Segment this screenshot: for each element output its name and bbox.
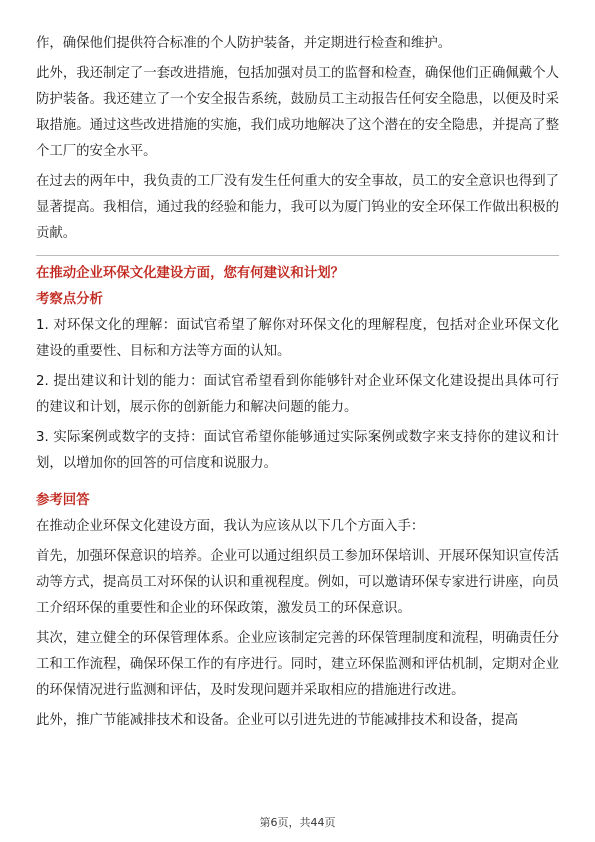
interview-question: 在推动企业环保文化建设方面，您有何建议和计划？ (36, 266, 344, 281)
answer-paragraph-4: 此外，推广节能减排技术和设备。企业可以引进先进的节能减排技术和设备，提高 (36, 713, 519, 728)
section-divider (36, 255, 559, 256)
answer-paragraph-3: 其次，建立健全的环保管理体系。企业应该制定完善的环保管理制度和流程，明确责任分工和工作流程，确保环保工作的有序进行。同时，建立环保监测和评估机制，定期对企业的环保情况进行监测和评估，及时发现问题并采取相应的措施进行改进。 (36, 631, 559, 698)
intro-paragraph-1: 作，确保他们提供符合标准的个人防护装备，并定期进行检查和维护。 (36, 36, 452, 51)
analysis-item-2: 2. 提出建议和计划的能力：面试官希望看到你能够针对企业环保文化建设提出具体可行的建议和计划，展示你的创新能力和解决问题的能力。 (36, 374, 559, 415)
analysis-heading: 考察点分析 (36, 292, 103, 307)
page-content (36, 31, 559, 738)
answer-paragraph-1: 在推动企业环保文化建设方面，我认为应该从以下几个方面入手： (36, 519, 425, 534)
analysis-item-3: 3. 实际案例或数字的支持：面试官希望你能够通过实际案例或数字来支持你的建议和计划，以增加你的回答的可信度和说服力。 (36, 430, 559, 471)
answer-heading: 参考回答 (36, 493, 90, 508)
answer-paragraph-2: 首先，加强环保意识的培养。企业可以通过组织员工参加环保培训、开展环保知识宣传活动等方式，提高员工对环保的认识和重视程度。例如，可以邀请环保专家进行讲座，向员工介绍环保的重要性和企业的环保政策，激发员工的环保意识。 (36, 549, 559, 616)
section-gap (36, 481, 559, 489)
analysis-item-1: 1. 对环保文化的理解：面试官希望了解你对环保文化的理解程度，包括对企业环保文化建设的重要性、目标和方法等方面的认知。 (36, 318, 559, 359)
page-number-footer: 第6页，共44页 (259, 816, 336, 829)
intro-paragraph-3: 在过去的两年中，我负责的工厂没有发生任何重大的安全事故，员工的安全意识也得到了显著提高。我相信，通过我的经验和能力，我可以为厦门钨业的安全环保工作做出积极的贡献。 (36, 174, 559, 241)
intro-paragraph-2: 此外，我还制定了一套改进措施，包括加强对员工的监督和检查，确保他们正确佩戴个人防护装备。我还建立了一个安全报告系统，鼓励员工主动报告任何安全隐患，以便及时采取措施。通过这些改进措施的实施，我们成功地解决了这个潜在的安全隐患，并提高了整个工厂的安全水平。 (36, 66, 559, 159)
